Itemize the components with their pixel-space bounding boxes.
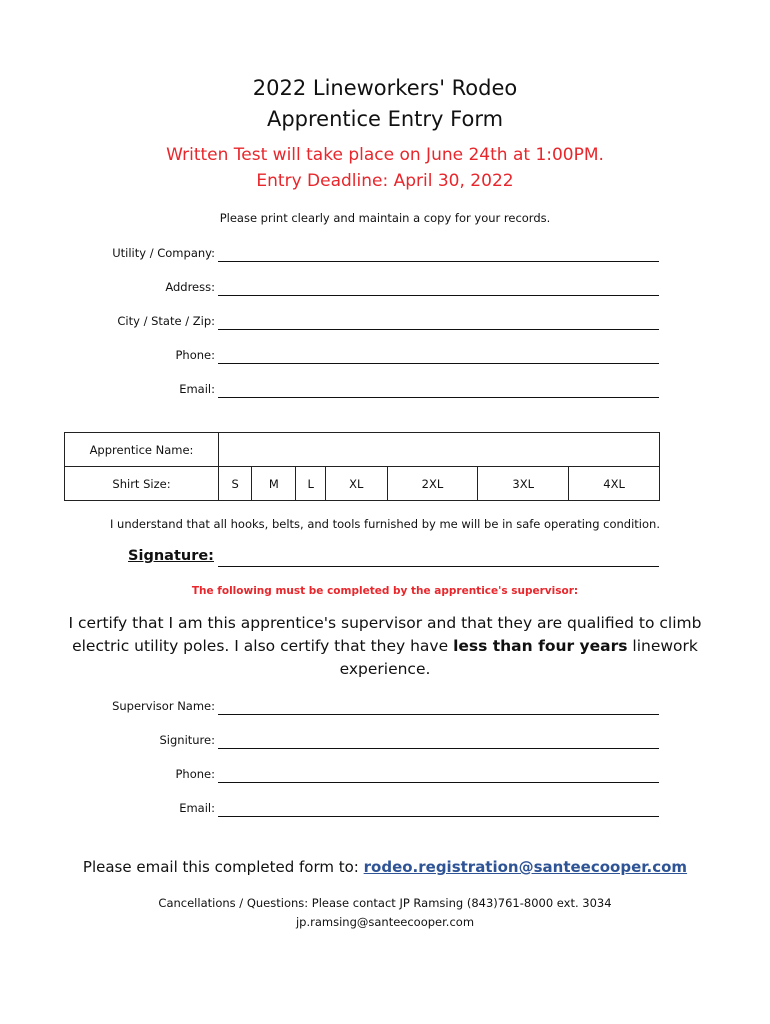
city-state-zip-field[interactable] <box>218 329 659 330</box>
phone-field[interactable] <box>218 363 659 364</box>
form-title-line1: 2022 Lineworkers' Rodeo <box>252 76 518 100</box>
shirt-size-option-s[interactable]: S <box>219 467 252 501</box>
apprentice-name-label: Apprentice Name: <box>65 433 219 467</box>
shirt-size-option-l[interactable]: L <box>296 467 326 501</box>
certification-bold-text: less than four years <box>453 637 628 655</box>
email-label: Email: <box>179 382 215 396</box>
email-field[interactable] <box>218 397 659 398</box>
written-test-notice: Written Test will take place on June 24th at 1:00PM. <box>166 145 604 165</box>
signature-field[interactable] <box>218 566 659 567</box>
supervisor-name-field[interactable] <box>218 714 659 715</box>
city-state-zip-label: City / State / Zip: <box>117 314 215 328</box>
shirt-size-option-4xl[interactable]: 4XL <box>569 467 660 501</box>
shirt-size-label: Shirt Size: <box>65 467 219 501</box>
form-title-line2: Apprentice Entry Form <box>266 107 504 131</box>
supervisor-signature-label: Signiture: <box>159 733 215 747</box>
registration-email-link[interactable]: rodeo.registration@santeecooper.com <box>363 858 688 876</box>
entry-deadline: Entry Deadline: April 30, 2022 <box>256 171 514 191</box>
shirt-size-option-2xl[interactable]: 2XL <box>387 467 478 501</box>
apprentice-name-field[interactable] <box>219 433 660 467</box>
supervisor-certification <box>60 612 710 681</box>
email-instruction <box>0 858 770 876</box>
shirt-size-option-xl[interactable]: XL <box>326 467 387 501</box>
utility-company-field[interactable] <box>218 261 659 262</box>
address-field[interactable] <box>218 295 659 296</box>
supervisor-name-label: Supervisor Name: <box>112 699 215 713</box>
supervisor-phone-field[interactable] <box>218 782 659 783</box>
phone-label: Phone: <box>175 348 215 362</box>
address-label: Address: <box>165 280 215 294</box>
apprentice-entry-table <box>64 432 660 501</box>
signature-label: Signature: <box>128 548 214 564</box>
safety-agreement-text: I understand that all hooks, belts, and tools furnished by me will be in safe operating condition. <box>110 517 660 531</box>
email-prompt-text: Please email this completed form to: <box>82 858 364 876</box>
shirt-size-option-m[interactable]: M <box>252 467 296 501</box>
shirt-size-option-3xl[interactable]: 3XL <box>478 467 569 501</box>
supervisor-phone-label: Phone: <box>175 767 215 781</box>
supervisor-email-field[interactable] <box>218 816 659 817</box>
supervisor-email-label: Email: <box>179 801 215 815</box>
certification-text-part1: I certify that I am this apprentice's supervisor and that they are qualified to climb electric utility poles. I also certify that they have <box>68 614 702 655</box>
supervisor-signature-field[interactable] <box>218 748 659 749</box>
contact-email: jp.ramsing@santeecooper.com <box>295 915 475 929</box>
cancellation-contact-line: Cancellations / Questions: Please contact JP Ramsing (843)761-8000 ext. 3034 <box>158 896 612 910</box>
certification-text-part2: linework experience. <box>339 637 698 678</box>
supervisor-instruction: The following must be completed by the apprentice's supervisor: <box>191 585 579 597</box>
instructions-text: Please print clearly and maintain a copy for your records. <box>219 211 551 225</box>
utility-company-label: Utility / Company: <box>112 246 215 260</box>
